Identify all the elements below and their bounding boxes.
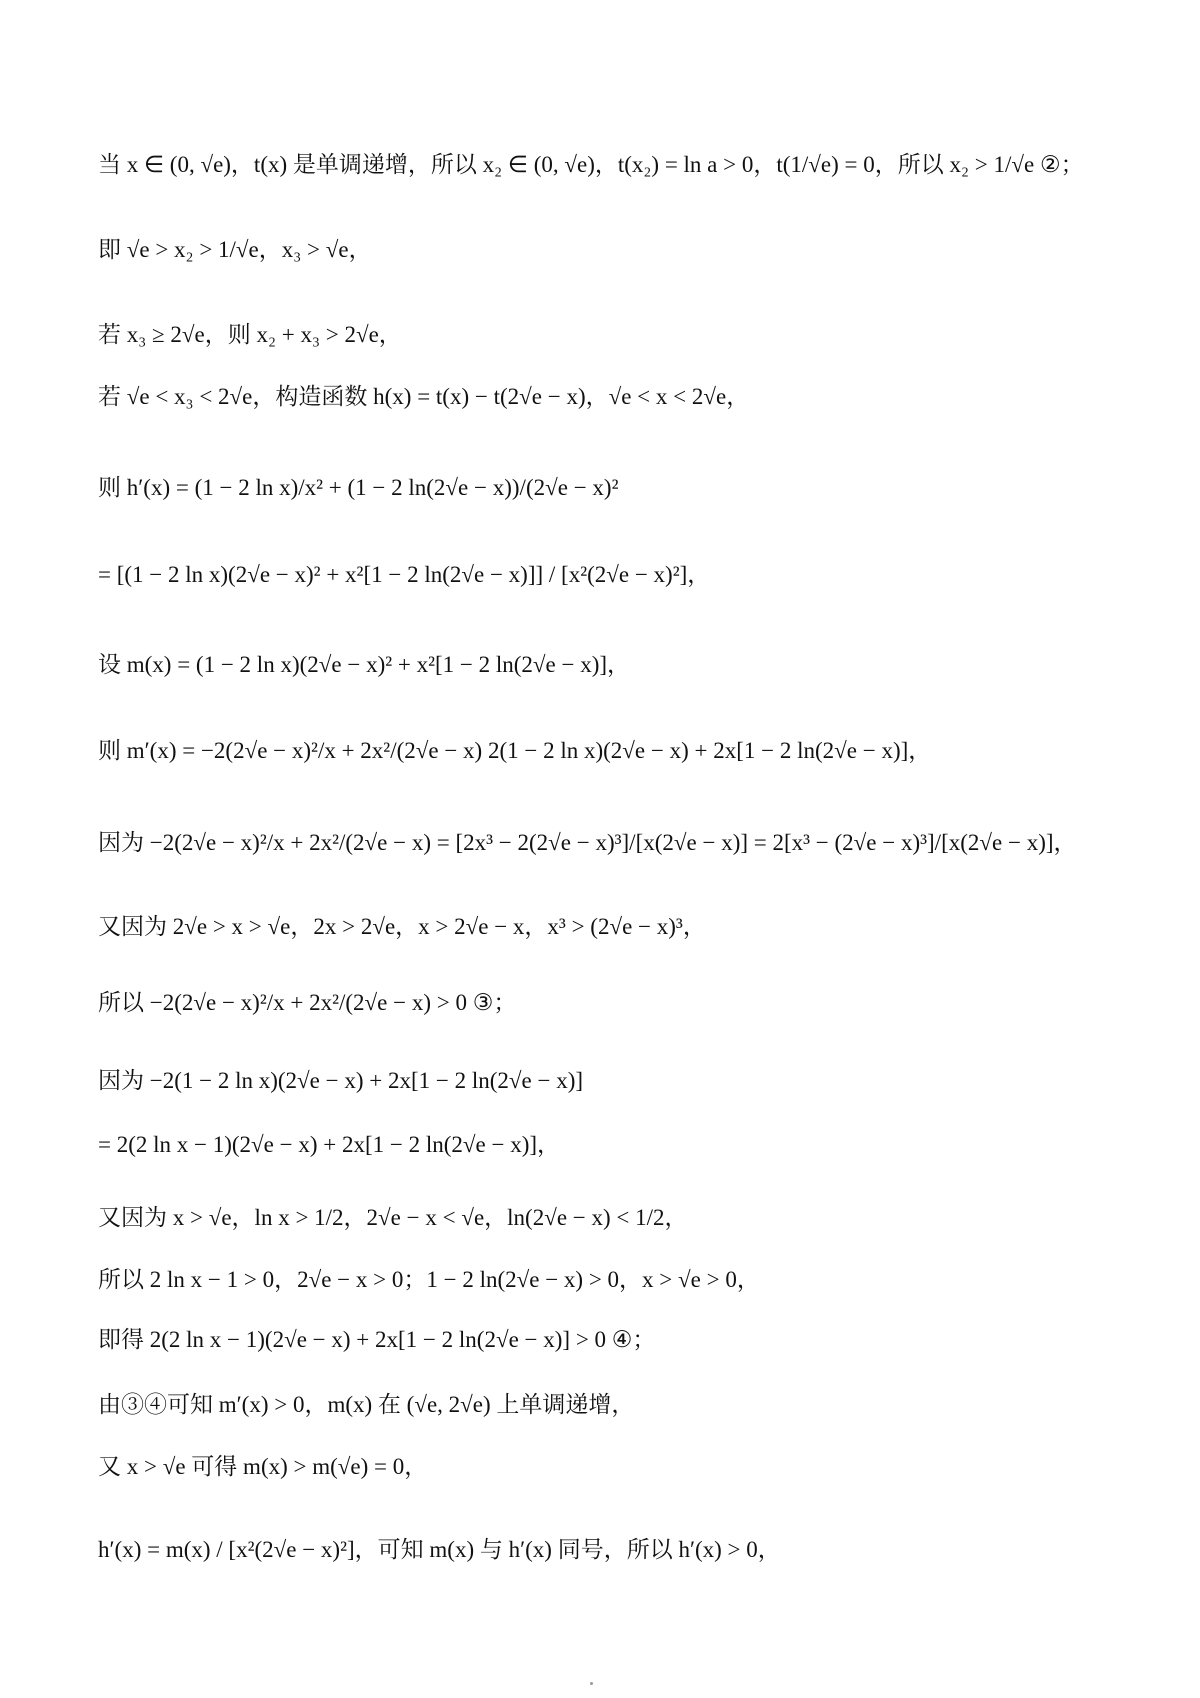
line-4: 若 √e < x₃ < 2√e，构造函数 h(x) = t(x) − t(2√e − x)，√e < x < 2√e， (98, 384, 750, 409)
line-17: 由③④可知 m′(x) > 0，m(x) 在 (√e, 2√e) 上单调递增， (98, 1392, 635, 1417)
line-7: 设 m(x) = (1 − 2 ln x)(2√e − x)² + x²[1 − 2 ln(2√e − x)]， (98, 652, 631, 677)
line-15: 所以 2 ln x − 1 > 0，2√e − x > 0；1 − 2 ln(2√e − x) > 0，x > √e > 0， (98, 1267, 760, 1292)
line-6: = [(1 − 2 ln x)(2√e − x)² + x²[1 − 2 ln(2√e − x)]] / [x²(2√e − x)²]， (98, 562, 711, 587)
line-16: 即得 2(2 ln x − 1)(2√e − x) + 2x[1 − 2 ln(2√e − x)] > 0 ④； (98, 1327, 656, 1352)
line-8: 则 m′(x) = −2(2√e − x)²/x + 2x²/(2√e − x) 2(1 − 2 ln x)(2√e − x) + 2x[1 − 2 ln(2√e − x)]， (98, 738, 932, 763)
line-5: 则 h′(x) = (1 − 2 ln x)/x² + (1 − 2 ln(2√e − x))/(2√e − x)² (98, 475, 619, 500)
page-footer-dot (590, 1682, 593, 1685)
line-1: 当 x ∈ (0, √e)，t(x) 是单调递增，所以 x₂ ∈ (0, √e)，t(x₂) = ln a > 0，t(1/√e) = 0，所以 x₂ > 1/√e ②； (98, 152, 1084, 177)
line-13: = 2(2 ln x − 1)(2√e − x) + 2x[1 − 2 ln(2√e − x)]， (98, 1132, 561, 1157)
line-10: 又因为 2√e > x > √e，2x > 2√e，x > 2√e − x，x³ > (2√e − x)³， (98, 914, 706, 939)
line-9: 因为 −2(2√e − x)²/x + 2x²/(2√e − x) = [2x³ − 2(2√e − x)³]/[x(2√e − x)] = 2[x³ − (2√e − x)³]/[x(2√e − x)]， (98, 830, 1077, 855)
line-12: 因为 −2(1 − 2 ln x)(2√e − x) + 2x[1 − 2 ln(2√e − x)] (98, 1068, 584, 1093)
line-19: h′(x) = m(x) / [x²(2√e − x)²]，可知 m(x) 与 h′(x) 同号，所以 h′(x) > 0， (98, 1537, 781, 1562)
line-2: 即 √e > x₂ > 1/√e，x₃ > √e， (98, 237, 372, 262)
line-18: 又 x > √e 可得 m(x) > m(√e) = 0， (98, 1454, 428, 1479)
line-14: 又因为 x > √e，ln x > 1/2，2√e − x < √e，ln(2√e − x) < 1/2， (98, 1205, 688, 1230)
line-11: 所以 −2(2√e − x)²/x + 2x²/(2√e − x) > 0 ③； (98, 990, 517, 1015)
line-3: 若 x₃ ≥ 2√e，则 x₂ + x₃ > 2√e， (98, 322, 402, 347)
